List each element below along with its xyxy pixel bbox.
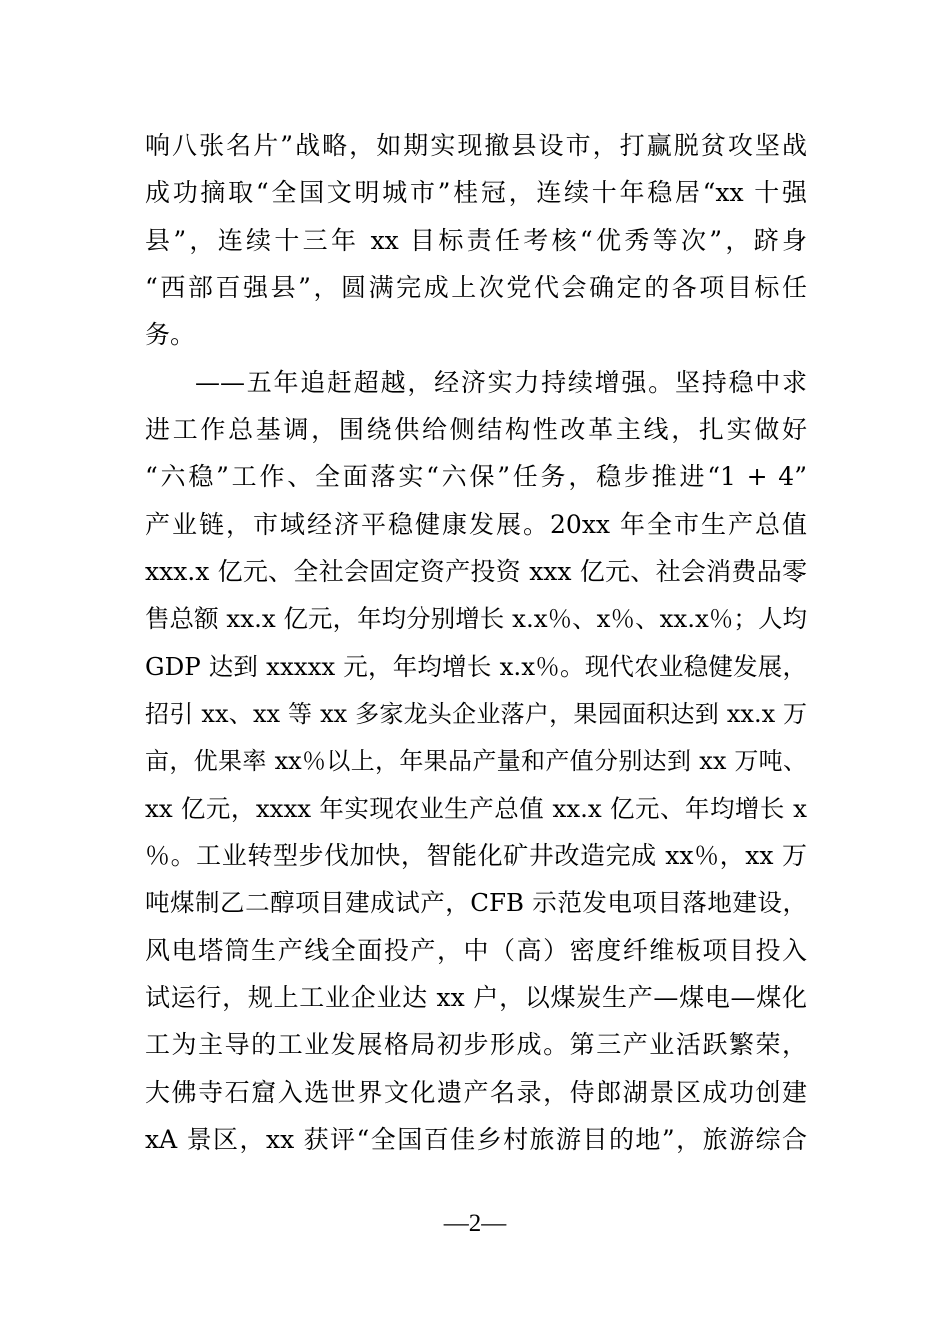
text-line: 产业链，市域经济平稳健康发展。20xx 年全市生产总值	[145, 510, 807, 539]
text-line: xxx.x 亿元、全社会固定资产投资 xxx 亿元、社会消费品零	[145, 557, 807, 586]
text-line: ％。工业转型步伐加快，智能化矿井改造完成 xx％，xx 万	[145, 841, 807, 870]
text-line: 响八张名片”战略，如期实现撤县设市，打赢脱贫攻坚战	[145, 131, 807, 160]
text-line: xA 景区，xx 获评“全国百佳乡村旅游目的地”，旅游综合	[145, 1125, 807, 1154]
text-line: 成功摘取“全国文明城市”桂冠，连续十年稳居“xx 十强	[145, 178, 807, 207]
text-line: 进工作总基调，围绕供给侧结构性改革主线，扎实做好	[145, 415, 807, 444]
text-line: 务。	[145, 320, 196, 349]
text-line: xx 亿元，xxxx 年实现农业生产总值 xx.x 亿元、年均增长 x	[145, 794, 807, 823]
text-line: ——五年追赶超越，经济实力持续增强。坚持稳中求	[195, 368, 807, 397]
text-line: 大佛寺石窟入选世界文化遗产名录，侍郎湖景区成功创建	[145, 1078, 807, 1107]
text-line: 风电塔筒生产线全面投产，中（高）密度纤维板项目投入	[145, 936, 807, 965]
text-line: 招引 xx、xx 等 xx 多家龙头企业落户，果园面积达到 xx.x 万	[145, 700, 807, 728]
text-line: “西部百强县”，圆满完成上次党代会确定的各项目标任	[145, 273, 807, 302]
text-line: 工为主导的工业发展格局初步形成。第三产业活跃繁荣，	[145, 1030, 807, 1059]
page-number: —2—	[443, 1210, 507, 1237]
text-line: 售总额 xx.x 亿元，年均分别增长 x.x％、x％、xx.x％；人均	[145, 604, 807, 633]
text-line: 县”，连续十三年 xx 目标责任考核“优秀等次”，跻身	[145, 226, 807, 255]
text-line: GDP 达到 xxxxx 元，年均增长 x.x％。现代农业稳健发展，	[145, 652, 807, 681]
text-line: 试运行，规上工业企业达 xx 户，以煤炭生产—煤电—煤化	[145, 983, 807, 1012]
text-line: 亩，优果率 xx％以上，年果品产量和产值分别达到 xx 万吨、	[145, 747, 807, 775]
text-line: 吨煤制乙二醇项目建成试产，CFB 示范发电项目落地建设，	[145, 888, 807, 917]
text-line: “六稳”工作、全面落实“六保”任务，稳步推进“1 + 4”	[145, 462, 807, 491]
